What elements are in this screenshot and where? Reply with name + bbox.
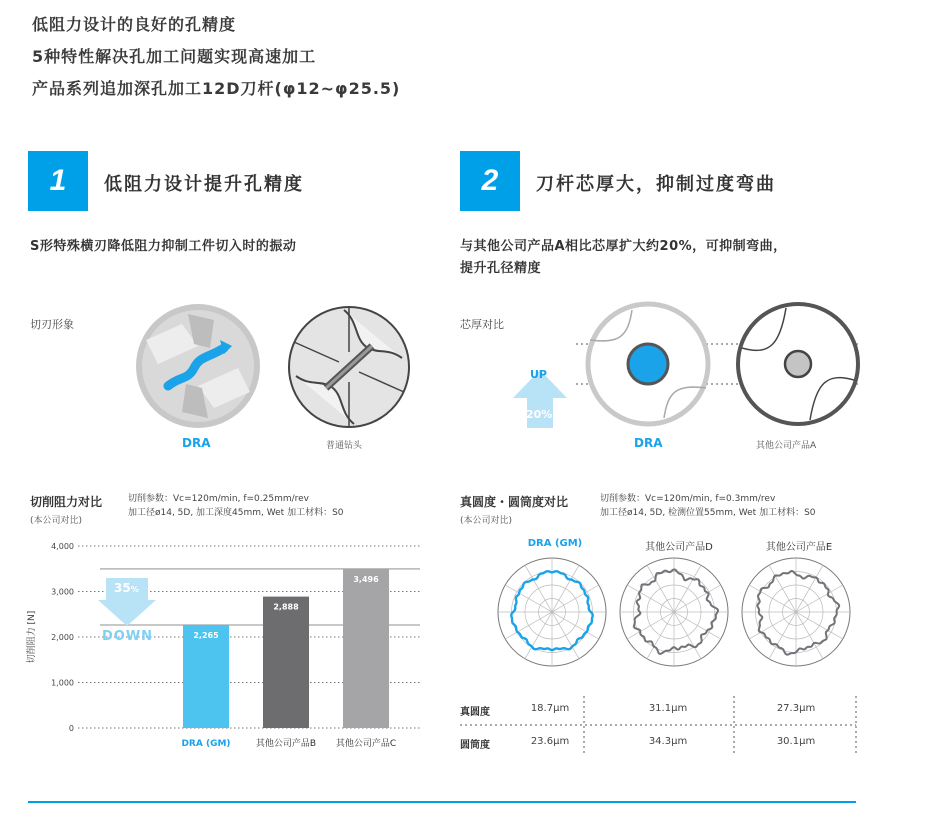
other-a-label: 其他公司产品A [756, 441, 817, 451]
core-label: 芯厚对比 [460, 318, 504, 331]
plot-header-e: 其他公司产品E [765, 542, 833, 553]
standard-drill-label: 普通钻头 [326, 441, 363, 451]
polar-trace [758, 571, 840, 655]
bar [183, 625, 229, 728]
roundness-params-1: 切削参数：Vc=120m/min, f=0.3mm/rev [600, 494, 776, 504]
roundness-title: 真圆度・圆筒度对比 [460, 495, 569, 509]
roundness-note: (本公司对比) [460, 516, 513, 526]
bar-value-label: 2,888 [273, 602, 299, 612]
resistance-params-2: 加工径ø14, 5D, 加工深度45mm, Wet 加工材料：S0 [128, 508, 344, 518]
section-2-title: 刀杆芯厚大，抑制过度弯曲 [536, 174, 776, 195]
dra-label: DRA [182, 436, 211, 450]
bar [263, 597, 309, 728]
y-tick-label: 2,000 [51, 633, 74, 642]
roundness-params-2: 加工径ø14, 5D, 检测位置55mm, Wet 加工材料：S0 [600, 508, 816, 518]
y-tick-label: 1,000 [51, 678, 74, 688]
resistance-params-1: 切削参数：Vc=120m/min, f=0.25mm/rev [128, 494, 309, 504]
section-2-subtitle-line1: 与其他公司产品A相比芯厚扩大约20%，可抑制弯曲， [460, 239, 787, 254]
x-category-label: 其他公司产品B [255, 739, 317, 749]
section-2-subtitle-line2: 提升孔径精度 [460, 261, 542, 276]
chart-y-ticks [51, 542, 74, 733]
down-percent-value: 35 [114, 581, 131, 595]
shape-label: 切刃形象 [30, 318, 74, 331]
cell-cylindricity-dra: 23.6μm [530, 736, 570, 747]
dra-core-label: DRA [634, 436, 663, 450]
down-percent [114, 581, 139, 595]
resistance-title: 切削阻力对比 [30, 495, 103, 509]
section-1-title: 低阻力设计提升孔精度 [104, 174, 304, 195]
resistance-bar-chart [20, 530, 430, 755]
section-2-badge: 2 [460, 151, 520, 211]
resistance-note: (本公司对比) [30, 516, 83, 526]
up-label: UP [530, 368, 547, 381]
cell-roundness-e: 27.3μm [776, 703, 816, 714]
row-label-cylindricity: 圆筒度 [460, 740, 490, 751]
plot-header-d: 其他公司产品D [645, 542, 713, 553]
row-label-roundness: 真圆度 [460, 707, 490, 718]
x-category-label: DRA (GM) [181, 739, 231, 749]
y-tick-label: 4,000 [51, 542, 74, 551]
chart-y-axis-label: 切削阻力 [N] [27, 610, 37, 664]
bar-value-label: 2,265 [193, 630, 219, 640]
standard-drill-image [284, 302, 414, 432]
section-1-subtitle: S形特殊横刃降低阻力抑制工件切入时的振动 [30, 239, 297, 254]
bar [343, 569, 389, 728]
headline-2: 5种特性解决孔加工问题实现高速加工 [32, 47, 317, 66]
roundness-table-lines [458, 692, 858, 758]
y-tick-label: 3,000 [51, 587, 74, 597]
up-value: 20% [526, 408, 553, 421]
bar-value-label: 3,496 [353, 574, 379, 584]
x-category-label: 其他公司产品C [335, 739, 397, 749]
y-tick-label: 0 [68, 724, 74, 733]
footer-divider [28, 801, 856, 803]
section-1-badge: 1 [28, 151, 88, 211]
down-label: DOWN [102, 629, 154, 644]
cell-roundness-dra: 18.7μm [530, 703, 570, 714]
chart-bars [183, 569, 389, 728]
chart-x-labels [181, 737, 396, 749]
dra-cutting-edge-image [128, 300, 268, 435]
cell-roundness-d: 31.1μm [648, 703, 688, 714]
headline-3: 产品系列追加深孔加工12D刀杆(φ12~φ25.5) [32, 79, 401, 98]
plot-header-dra: DRA (GM) [527, 538, 583, 549]
cell-cylindricity-e: 30.1μm [776, 736, 816, 747]
headline-1: 低阻力设计的良好的孔精度 [32, 15, 237, 34]
roundness-polar-plots [490, 550, 860, 680]
down-percent-unit: % [130, 585, 139, 594]
cell-cylindricity-d: 34.3μm [648, 736, 688, 747]
